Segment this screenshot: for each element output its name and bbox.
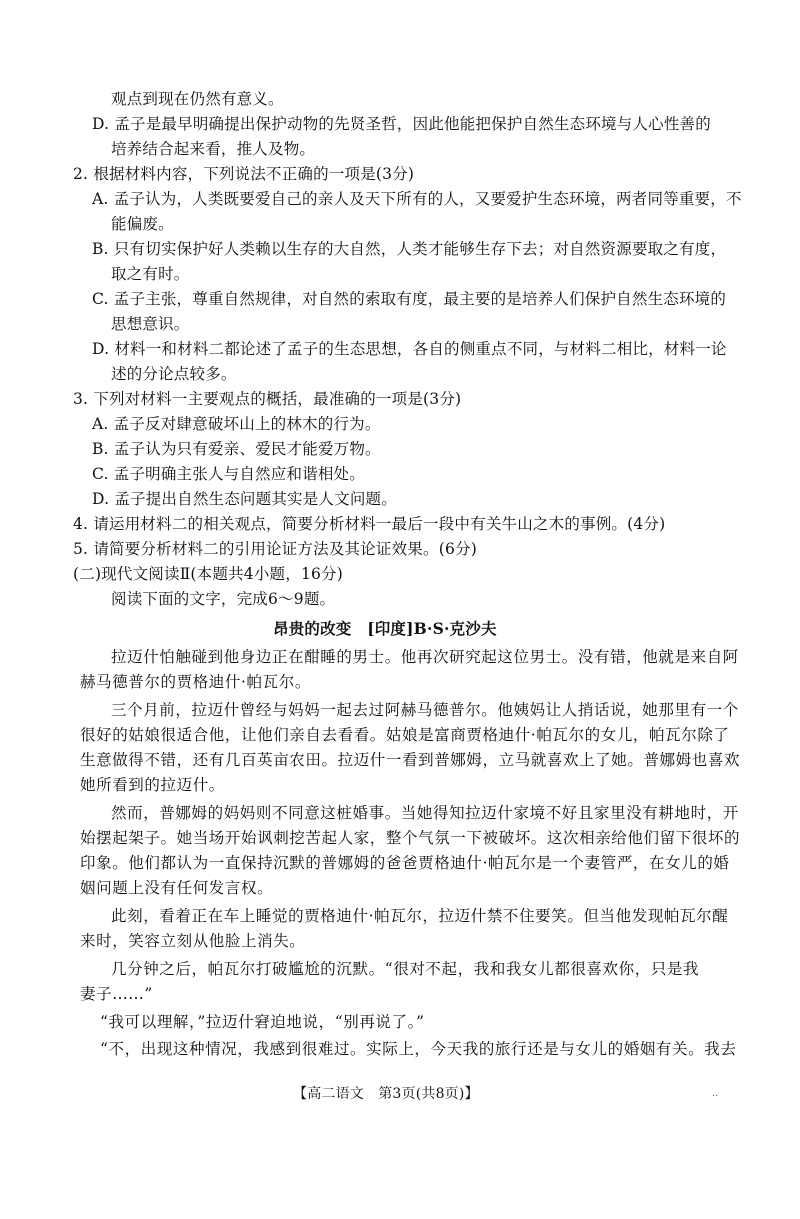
story-line: 此刻，看着正在车上睡觉的贾格迪什·帕瓦尔，拉迈什禁不住要笑。但当他发现帕瓦尔醒 [111, 907, 729, 925]
text-line: 培养结合起来看，推人及物。 [111, 140, 316, 158]
story-line: “我可以理解，”拉迈什窘迫地说，“别再说了。” [100, 1013, 425, 1031]
option-b-line: B. 只有切实保护好人类赖以生存的大自然，人类才能够生存下去；对自然资源要取之有度， [92, 240, 727, 258]
story-line: 拉迈什怕触碰到他身边正在酣睡的男士。他再次研究起这位男士。没有错，他就是来自阿 [111, 648, 739, 666]
option-d-line: D. 材料一和材料二都论述了孟子的生态思想，各自的侧重点不同，与材料二相比，材料一论 [92, 340, 727, 358]
story-line: 生意做得不错，还有几百英亩农田。拉迈什一看到普娜姆，立马就喜欢上了她。普娜姆也喜欢 [80, 751, 741, 769]
option-c-line: C. 孟子主张，尊重自然规律，对自然的索取有度，最主要的是培养人们保护自然生态环境的 [92, 290, 727, 308]
story-line: “不，出现这种情况，我感到很难过。实际上，今天我的旅行还是与女儿的婚姻有关。我去 [100, 1040, 737, 1058]
option-c-line: C. 孟子明确主张人与自然应和谐相处。 [92, 465, 365, 483]
option-d-line: D. 孟子提出自然生态问题其实是人文问题。 [92, 490, 397, 508]
section-heading: (二)现代文阅读Ⅱ(本题共4小题，16分) [73, 565, 344, 583]
option-a-line: A. 孟子认为，人类既要爱自己的亲人及天下所有的人，又要爱护生态环境，两者同等重要，不 [92, 190, 742, 208]
story-line: 赫马德普尔的贾格迪什·帕瓦尔。 [80, 673, 311, 691]
text-line: 观点到现在仍然有意义。 [111, 90, 284, 108]
option-d-line: D. 孟子是最早明确提出保护动物的先贤圣哲，因此他能把保护自然生态环境与人心性善的 [92, 115, 711, 133]
text-line: 思想意识。 [111, 315, 190, 333]
corner-mark: .. [712, 1088, 719, 1099]
option-a-line: A. 孟子反对肆意破坏山上的林木的行为。 [92, 415, 381, 433]
story-line: 然而，普娜姆的妈妈则不同意这桩婚事。当她得知拉迈什家境不好且家里没有耕地时，开 [111, 804, 739, 822]
story-line: 始摆起架子。她当场开始讽刺挖苦起人家，整个气氛一下被破坏。这次相亲给他们留下很坏的 [80, 829, 741, 847]
story-line: 三个月前，拉迈什曾经与妈妈一起去过阿赫马德普尔。他姨妈让人捎话说，她那里有一个 [111, 701, 739, 719]
story-line: 很好的姑娘很适合他，让他们亲自去看看。姑娘是富商贾格迪什·帕瓦尔的女儿，帕瓦尔除了 [80, 726, 730, 744]
story-line: 印象。他们都认为一直保持沉默的普娜姆的爸爸贾格迪什·帕瓦尔是一个妻管严，在女儿的婚 [80, 854, 730, 872]
question-4: 4. 请运用材料二的相关观点，简要分析材料一最后一段中有关牛山之木的事例。(4分) [73, 515, 666, 533]
text-line: 取之有时。 [111, 265, 190, 283]
story-title: 昂贵的改变 [印度]B·S·克沙夫 [273, 619, 497, 638]
story-line: 几分钟之后，帕瓦尔打破尴尬的沉默。“很对不起，我和我女儿都很喜欢你，只是我 [111, 960, 700, 978]
page-footer: 【高二语文 第3页(共8页)】 [293, 1086, 479, 1102]
question-5: 5. 请简要分析材料二的引用论证方法及其论证效果。(6分) [73, 540, 477, 558]
option-b-line: B. 孟子认为只有爱亲、爱民才能爱万物。 [92, 440, 381, 458]
text-line: 述的分论点较多。 [111, 365, 237, 383]
text-line: 能偏废。 [111, 215, 174, 233]
question-3: 3. 下列对材料一主要观点的概括，最准确的一项是(3分) [73, 390, 462, 408]
story-line: 姻问题上没有任何发言权。 [80, 879, 274, 897]
story-line: 妻子……” [80, 985, 153, 1003]
instruction: 阅读下面的文字，完成6～9题。 [111, 590, 336, 608]
story-line: 她所看到的拉迈什。 [80, 776, 225, 794]
question-2: 2. 根据材料内容，下列说法不正确的一项是(3分) [73, 165, 415, 183]
story-line: 来时，笑容立刻从他脸上消失。 [80, 932, 306, 950]
